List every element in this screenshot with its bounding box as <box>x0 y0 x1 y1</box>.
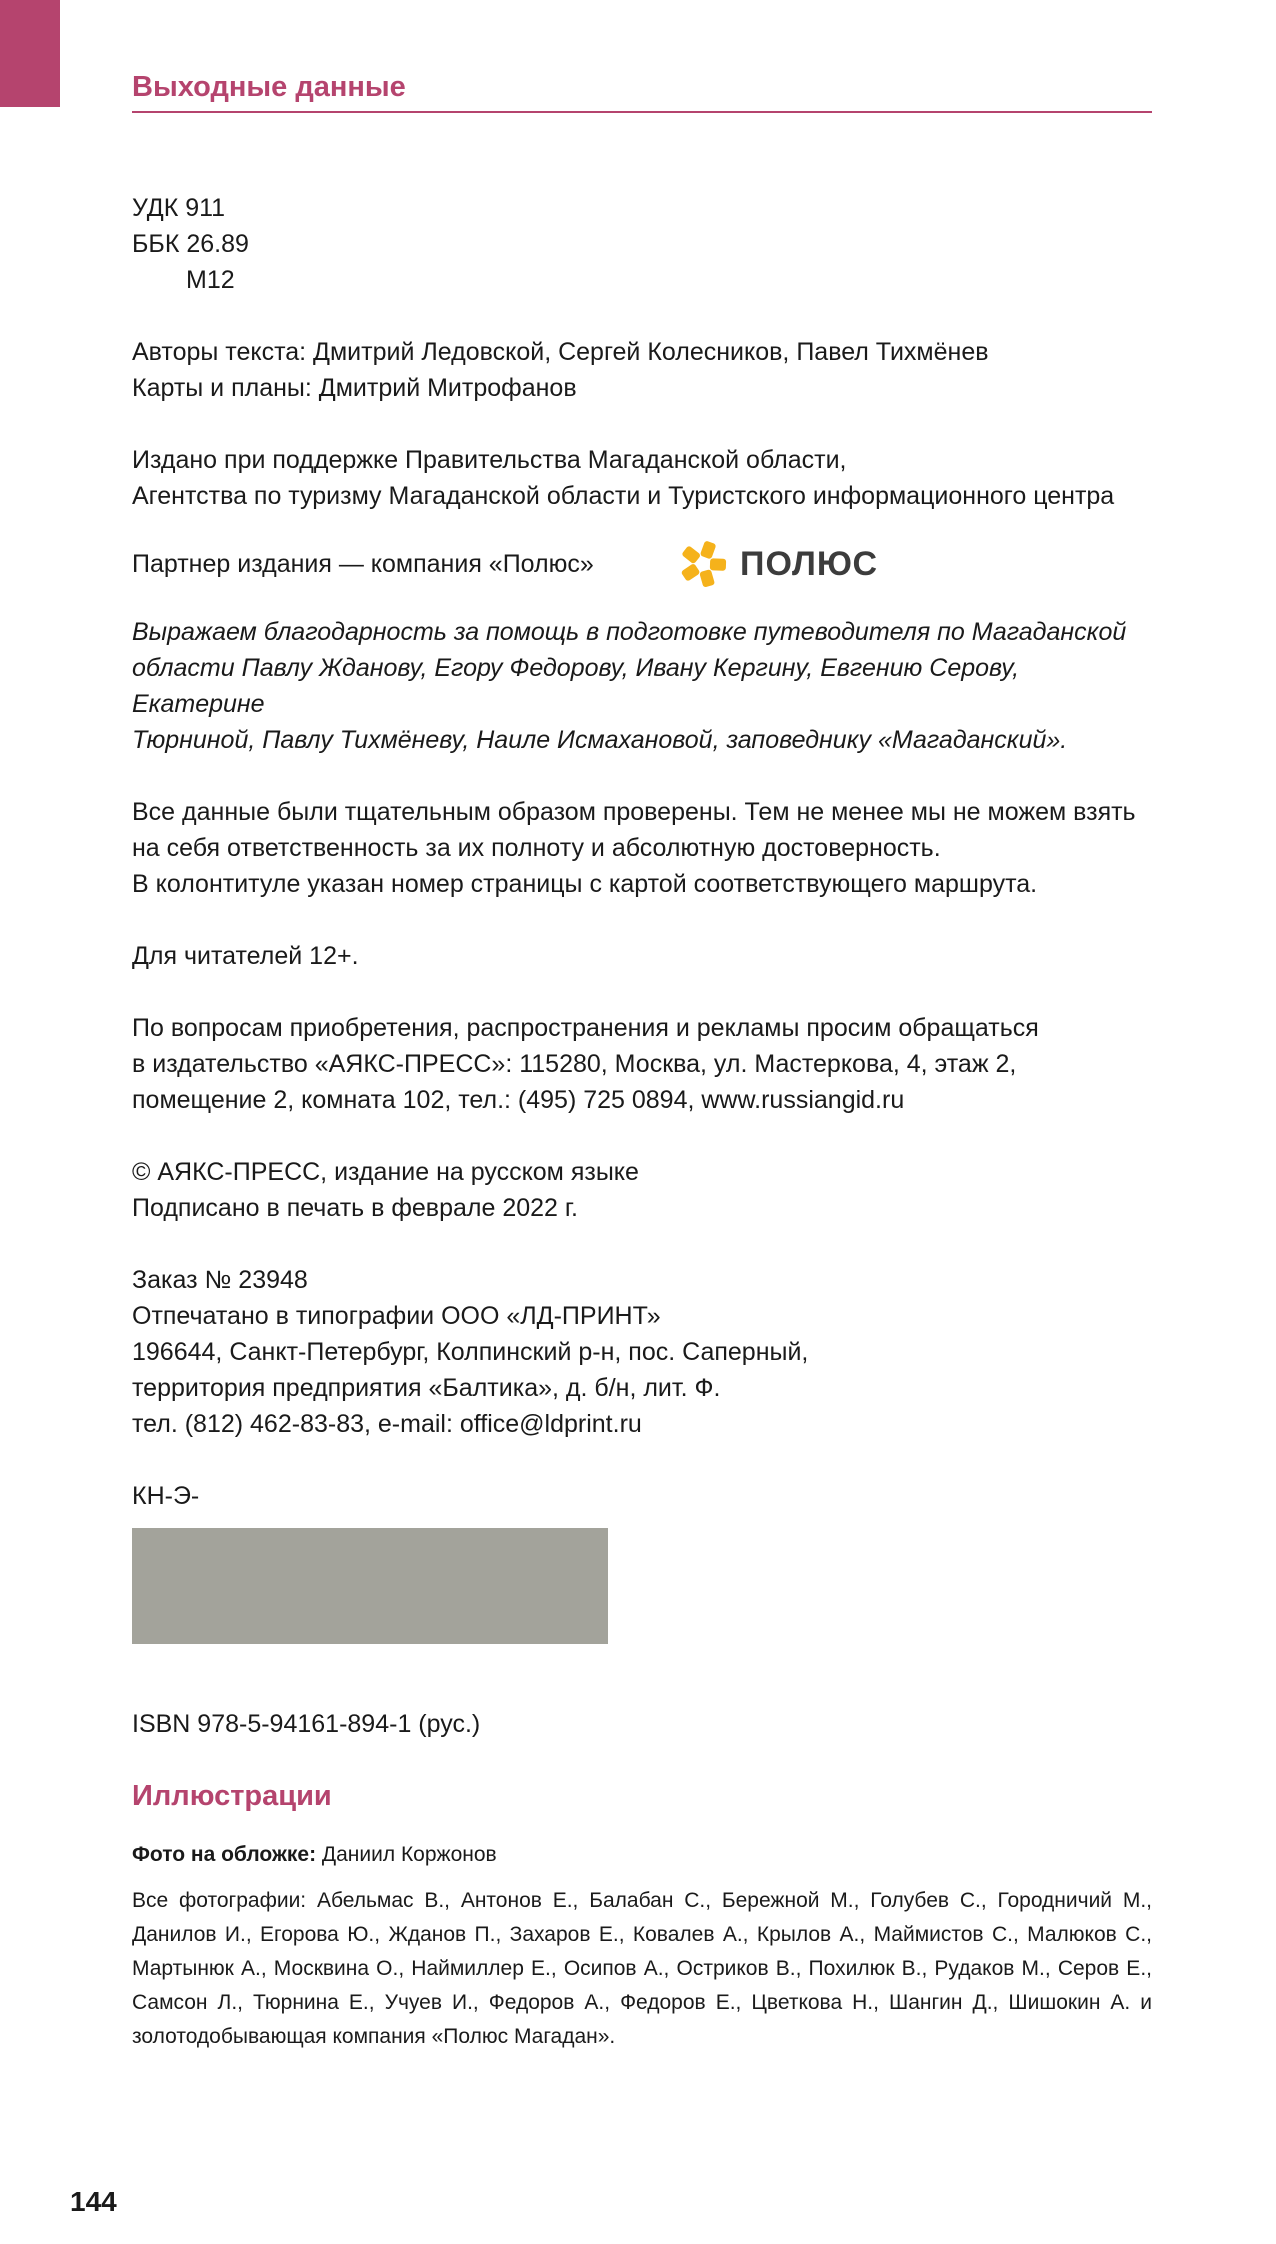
thanks-line-2: области Павлу Жданову, Егору Федорову, Ивану Кергину, Евгению Серову, Екатерине <box>132 654 1020 718</box>
disclaimer-line-3: В колонтитуле указан номер страницы с картой соответствующего маршрута. <box>132 870 1038 898</box>
page-title: Выходные данные <box>132 71 406 103</box>
printer-address-2: территория предприятия «Балтика», д. б/н, лит. Ф. <box>132 1374 721 1402</box>
thanks-block <box>132 614 1152 758</box>
contacts-line-3: помещение 2, комната 102, тел.: (495) 725 0894, www.russiangid.ru <box>132 1086 905 1114</box>
polyus-logo <box>678 539 878 589</box>
author-code: М12 <box>186 266 235 294</box>
isbn-line: ISBN 978-5-94161-894-1 (рус.) <box>132 1710 481 1738</box>
page-number: 144 <box>70 2186 117 2217</box>
contacts-line-1: По вопросам приобретения, распространения и рекламы просим обращаться <box>132 1014 1039 1042</box>
contacts-block <box>132 1010 1152 1118</box>
printer-name: Отпечатано в типографии ООО «ЛД-ПРИНТ» <box>132 1302 661 1330</box>
copyright-block <box>132 1154 1152 1226</box>
imprint-content <box>132 190 1152 2054</box>
disclaimer-line-1: Все данные были тщательным образом проверены. Тем не менее мы не можем взять <box>132 798 1136 826</box>
support-line-2: Агентства по туризму Магаданской области и Туристского информационного центра <box>132 482 1115 510</box>
photo-credits: Все фотографии: Абельмас В., Антонов Е., Балабан С., Бережной М., Голубев С., Городничий М., Данилов И., Егорова Ю., Жданов П., Захаров Е., Ковалев А., Крылов А., Маймистов С., Малюков С., Мартынюк А., Москвина О., Наймиллер Е., Осипов А., Остриков В., Похилюк В., Рудаков М., Серов Е., Самсон Л., Тюрнина Е., Учуев И., Федоров А., Федоров Е., Цветкова Н., Шангин Д., Шишокин А. и золотодобывающая компания «Полюс Магадан». <box>132 1889 1152 2048</box>
polyus-logo-wordmark: ПОЛЮС <box>740 545 879 583</box>
printer-contact: тел. (812) 462-83-83, e-mail: office@ldprint.ru <box>132 1410 642 1438</box>
age-rating: Для читателей 12+. <box>132 942 359 970</box>
corner-tab <box>0 0 60 107</box>
section-header <box>132 70 1152 113</box>
barcode-placeholder <box>132 1528 608 1644</box>
bbk-line: ББК 26.89 <box>132 230 249 258</box>
illustrations-title: Иллюстрации <box>132 1780 332 1812</box>
thanks-line-3: Тюрниной, Павлу Тихмёневу, Наиле Исмахановой, заповеднику «Магаданский». <box>132 726 1068 754</box>
polyus-logo-icon <box>678 539 728 589</box>
support-block <box>132 442 1152 514</box>
cover-photo-name: Даниил Коржонов <box>316 1843 497 1866</box>
disclaimer-line-2: на себя ответственность за их полноту и абсолютную достоверность. <box>132 834 941 862</box>
partner-text: Партнер издания — компания «Полюс» <box>132 550 594 578</box>
authors-block <box>132 334 1152 406</box>
printer-address-1: 196644, Санкт-Петербург, Колпинский р-н, пос. Саперный, <box>132 1338 809 1366</box>
partner-row <box>132 538 1152 590</box>
cover-photo-label: Фото на обложке: <box>132 1843 317 1866</box>
text-authors: Авторы текста: Дмитрий Ледовской, Сергей Колесников, Павел Тихмёнев <box>132 338 989 366</box>
disclaimer-block <box>132 794 1152 902</box>
support-line-1: Издано при поддержке Правительства Магаданской области, <box>132 446 847 474</box>
map-authors: Карты и планы: Дмитрий Митрофанов <box>132 374 577 402</box>
copyright-line-2: Подписано в печать в феврале 2022 г. <box>132 1194 578 1222</box>
kn-code: КН-Э- <box>132 1482 200 1510</box>
thanks-line-1: Выражаем благодарность за помощь в подготовке путеводителя по Магаданской <box>132 618 1127 646</box>
classification-block <box>132 190 1152 298</box>
contacts-line-2: в издательство «АЯКС-ПРЕСС»: 115280, Москва, ул. Мастеркова, 4, этаж 2, <box>132 1050 1017 1078</box>
order-number: Заказ № 23948 <box>132 1266 308 1294</box>
udk-line: УДК 911 <box>132 194 226 222</box>
print-block <box>132 1262 1152 1442</box>
cover-photo-credit <box>132 1838 1152 1872</box>
copyright-line-1: © АЯКС-ПРЕСС, издание на русском языке <box>132 1158 639 1186</box>
